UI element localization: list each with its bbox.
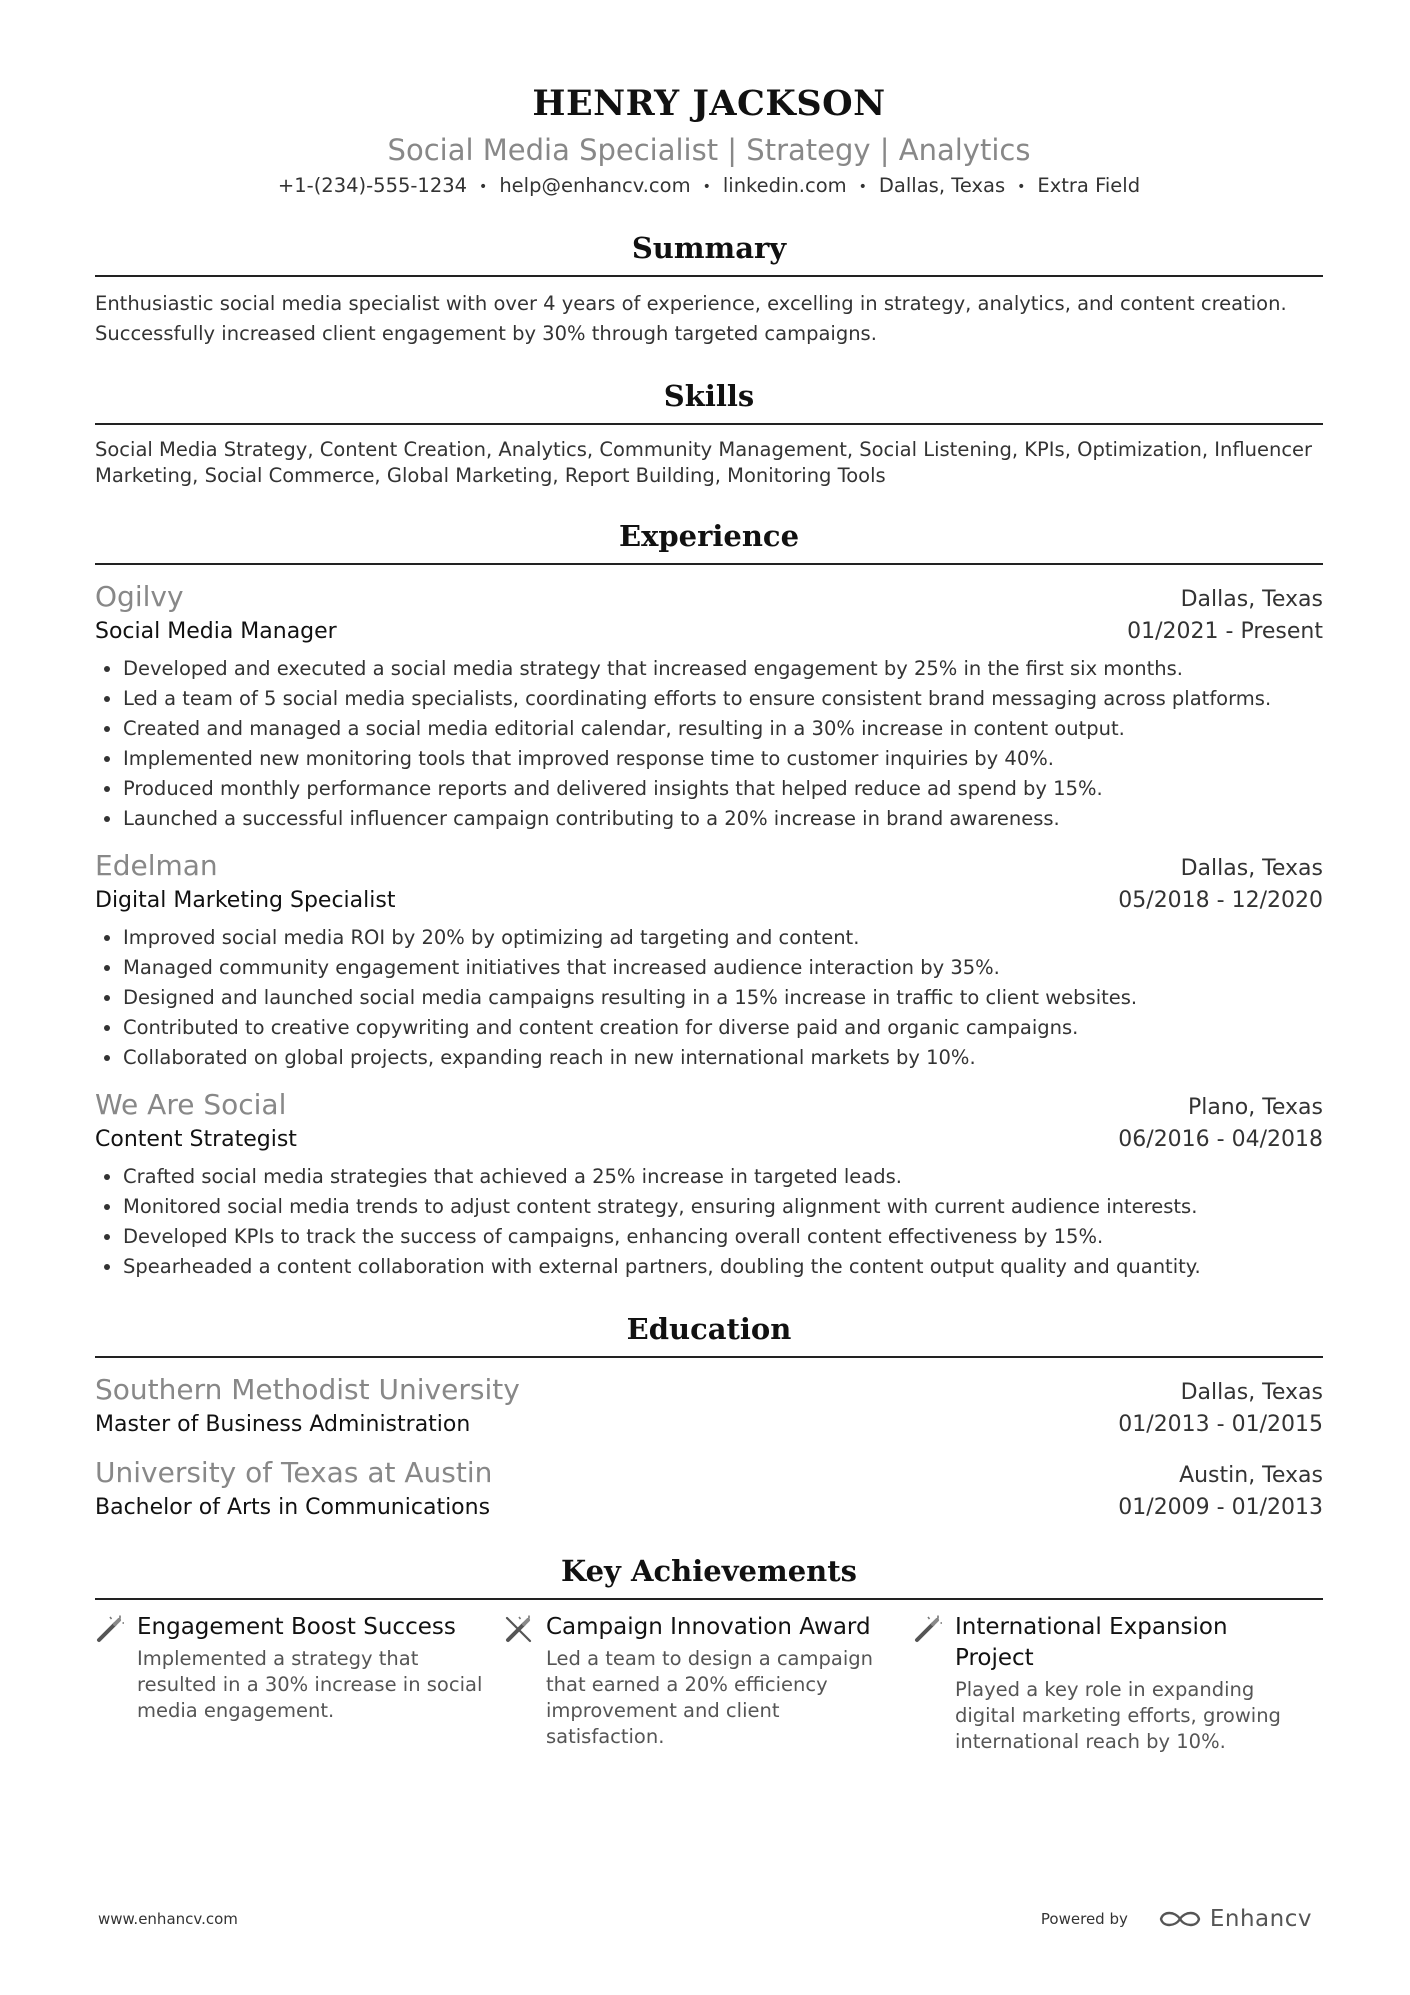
footer-link[interactable]: www.enhancv.com <box>98 1910 238 1928</box>
job-dates: 05/2018 - 12/2020 <box>1118 887 1323 913</box>
school-name: University of Texas at Austin <box>95 1455 493 1489</box>
list-item: • Managed community engagement initiatives that increased audience interaction by 35%. <box>123 953 1323 983</box>
resume-header <box>95 80 1323 201</box>
skills-section <box>95 377 1323 489</box>
list-item: • Developed KPIs to track the success of campaigns, enhancing overall content effectiveness by 15%. <box>123 1222 1323 1252</box>
list-item: • Led a team of 5 social media specialists, coordinating efforts to ensure consistent brand messaging across platforms. <box>123 684 1323 714</box>
achievement-item <box>504 1612 913 1755</box>
job-location: Plano, Texas <box>1187 1094 1323 1120</box>
job-role: Social Media Manager <box>95 618 337 644</box>
list-item: • Launched a successful influencer campaign contributing to a 20% increase in brand awareness. <box>123 804 1323 834</box>
footer-branding <box>1041 1906 1312 1932</box>
education-heading: Education <box>95 1310 1323 1358</box>
experience-heading: Experience <box>95 517 1323 565</box>
contact-email[interactable]: help@enhancv.com <box>499 174 691 197</box>
school-location: Dallas, Texas <box>1180 1379 1323 1405</box>
job-dates: 06/2016 - 04/2018 <box>1118 1126 1323 1152</box>
infinity-logo-icon <box>1156 1907 1204 1931</box>
contact-extra: Extra Field <box>1037 174 1141 197</box>
enhancv-logo[interactable] <box>1156 1906 1312 1932</box>
job-location: Dallas, Texas <box>1180 586 1323 612</box>
skills-heading: Skills <box>95 377 1323 425</box>
achievement-description: Played a key role in expanding digital marketing efforts, growing international reach by 10%. <box>955 1677 1281 1753</box>
degree-name: Master of Business Administration <box>95 1411 471 1437</box>
job-bullets <box>95 654 1323 834</box>
achievement-title: Campaign Innovation Award <box>546 1613 871 1640</box>
contact-location: Dallas, Texas <box>878 174 1006 197</box>
magic-wand-off-icon <box>504 1614 534 1644</box>
powered-by-label: Powered by <box>1040 1910 1128 1928</box>
achievement-item <box>913 1612 1322 1755</box>
skills-text: Social Media Strategy, Content Creation, Analytics, Community Management, Social Listening, KPIs, Optimization, Influencer Marketing, Social Commerce, Global Marketing, Report Building, Monitoring Tools <box>95 437 1313 487</box>
list-item: • Improved social media ROI by 20% by optimizing ad targeting and content. <box>123 923 1323 953</box>
achievement-title: International Expansion Project <box>955 1613 1228 1671</box>
candidate-name: HENRY JACKSON <box>532 83 886 124</box>
education-dates: 01/2009 - 01/2013 <box>1118 1494 1323 1520</box>
job-location: Dallas, Texas <box>1180 855 1323 881</box>
company-name: We Are Social <box>95 1087 287 1121</box>
magic-wand-icon <box>95 1614 125 1644</box>
job-role: Content Strategist <box>95 1126 297 1152</box>
list-item: • Created and managed a social media editorial calendar, resulting in a 30% increase in content output. <box>123 714 1323 744</box>
contact-linkedin[interactable]: linkedin.com <box>722 174 847 197</box>
contact-phone[interactable]: +1-(234)-555-1234 <box>277 174 468 197</box>
job-dates: 01/2021 - Present <box>1127 618 1323 644</box>
resume-page <box>95 80 1323 1755</box>
list-item: • Produced monthly performance reports and delivered insights that helped reduce ad spend by 15%. <box>123 774 1323 804</box>
job-bullets <box>95 923 1323 1073</box>
contact-line <box>95 172 1323 201</box>
summary-text: Enthusiastic social media specialist with over 4 years of experience, excelling in strategy, analytics, and content creation. Successfully increased client engagement by 30% through targeted campaigns. <box>95 291 1287 345</box>
company-name: Edelman <box>95 848 218 882</box>
company-name: Ogilvy <box>95 579 184 613</box>
experience-entry <box>95 579 1323 834</box>
experience-section <box>95 517 1323 1282</box>
list-item: • Collaborated on global projects, expanding reach in new international markets by 10%. <box>123 1043 1323 1073</box>
achievements-heading: Key Achievements <box>95 1552 1323 1600</box>
education-section <box>95 1310 1323 1524</box>
candidate-title: Social Media Specialist | Strategy | Analytics <box>387 133 1031 167</box>
achievement-title: Engagement Boost Success <box>137 1613 456 1640</box>
list-item: • Crafted social media strategies that achieved a 25% increase in targeted leads. <box>123 1162 1323 1192</box>
achievement-description: Implemented a strategy that resulted in a 30% increase in social media engagement. <box>137 1646 483 1722</box>
degree-name: Bachelor of Arts in Communications <box>95 1494 491 1520</box>
education-entry <box>95 1455 1323 1524</box>
job-bullets <box>95 1162 1323 1282</box>
achievements-grid <box>95 1612 1323 1755</box>
bullet-separator-icon: • <box>702 178 711 195</box>
education-dates: 01/2013 - 01/2015 <box>1118 1411 1323 1437</box>
experience-entry <box>95 848 1323 1073</box>
list-item: • Developed and executed a social media strategy that increased engagement by 25% in the first six months. <box>123 654 1323 684</box>
achievements-section <box>95 1552 1323 1755</box>
job-role: Digital Marketing Specialist <box>95 887 396 913</box>
page-footer <box>98 1906 1312 1932</box>
list-item: • Designed and launched social media campaigns resulting in a 15% increase in traffic to client websites. <box>123 983 1323 1013</box>
list-item: • Monitored social media trends to adjust content strategy, ensuring alignment with current audience interests. <box>123 1192 1323 1222</box>
brand-name: Enhancv <box>1209 1906 1312 1932</box>
magic-wand-icon <box>913 1614 943 1644</box>
bullet-separator-icon: • <box>858 178 867 195</box>
bullet-separator-icon: • <box>1017 178 1026 195</box>
education-entry <box>95 1372 1323 1441</box>
list-item: • Spearheaded a content collaboration with external partners, doubling the content output quality and quantity. <box>123 1252 1323 1282</box>
list-item: • Implemented new monitoring tools that improved response time to customer inquiries by 40%. <box>123 744 1323 774</box>
achievement-item <box>95 1612 504 1755</box>
achievement-description: Led a team to design a campaign that earned a 20% efficiency improvement and client satisfaction. <box>546 1646 873 1748</box>
bullet-separator-icon: • <box>479 178 488 195</box>
school-location: Austin, Texas <box>1179 1462 1323 1488</box>
summary-heading: Summary <box>95 229 1323 277</box>
summary-section <box>95 229 1323 349</box>
list-item: • Contributed to creative copywriting and content creation for diverse paid and organic campaigns. <box>123 1013 1323 1043</box>
experience-entry <box>95 1087 1323 1282</box>
school-name: Southern Methodist University <box>95 1372 520 1406</box>
